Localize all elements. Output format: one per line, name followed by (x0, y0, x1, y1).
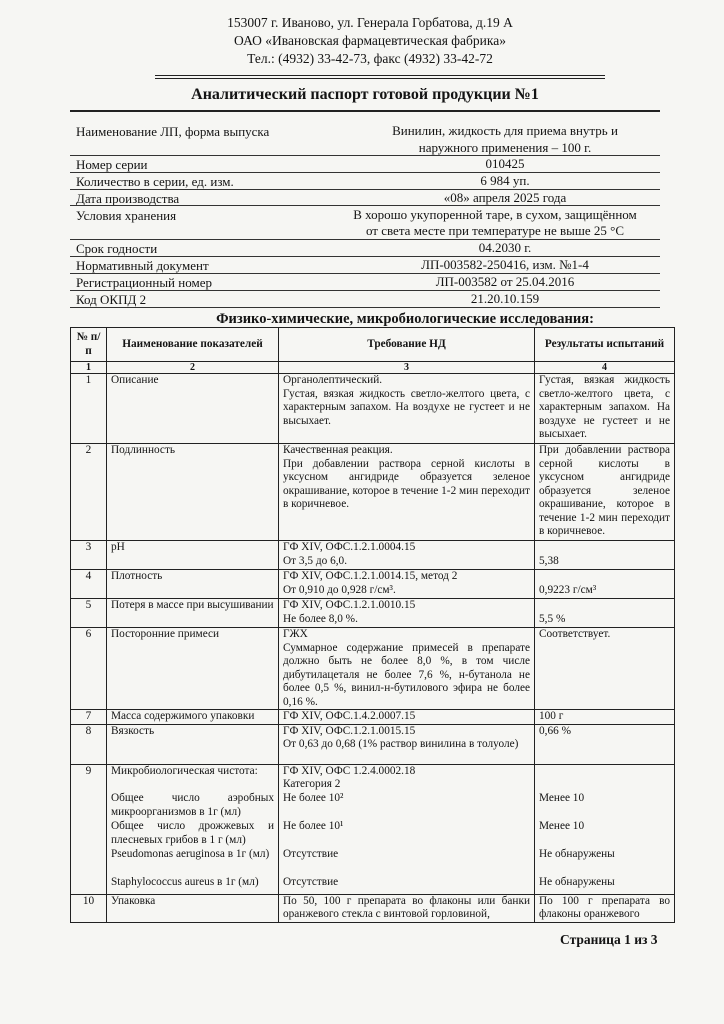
table-row (71, 599, 675, 628)
row-requirement: По 50, 100 г препарата во флаконы или банки оранжевого стекла с винтовой горловиной, (279, 894, 535, 922)
col-header-result: Результаты испытаний (535, 328, 675, 362)
registration-value: ЛП-003582 от 25.04.2016 (435, 274, 575, 289)
row-number: 5 (71, 599, 107, 628)
header-divider-2 (155, 78, 605, 79)
normative-doc-label: Нормативный документ (76, 258, 209, 273)
col-header-num: № п/п (71, 328, 107, 362)
table-row (71, 628, 675, 710)
row-requirement: ГФ XIV, ОФС.1.2.1.0014.15, метод 2 От 0,910 до 0,928 г/см³. (279, 570, 535, 599)
col-header-requirement: Требование НД (279, 328, 535, 362)
document-title: Аналитический паспорт готовой продукции №1 (191, 86, 539, 103)
row-name: Подлинность (107, 444, 279, 541)
micro-item-name: Pseudomonas aeruginosa в 1г (мл) (111, 848, 270, 860)
row-requirement: ГФ XIV, ОФС.1.2.1.0010.15 Не более 8,0 %. (279, 599, 535, 628)
column-number: 3 (279, 362, 535, 374)
info-divider (70, 307, 660, 308)
header-divider (155, 75, 605, 76)
row-requirement: ГЖХ Суммарное содержание примесей в препарате должно быть не более 8,0 %, в том числе дибутилацеталя не более 7,6 %, н-бутанола не более 0,5 %, винил-н-бутилового эфира не более 0,16 %. (279, 628, 535, 710)
row-result: 5,5 % (535, 599, 675, 628)
shelf-life-value: 04.2030 г. (478, 240, 532, 255)
row-result: 0,9223 г/см³ (535, 570, 675, 599)
storage-value-1: В хорошо укупоренной таре, в сухом, защищённом (353, 207, 637, 222)
row-requirement: Качественная реакция. При добавлении раствора серной кислоты в уксусном ангидриде образуется зеленое окрашивание, которое в течение 1-2 мин переходит в коричневое. (279, 444, 535, 541)
table-row (71, 724, 675, 764)
title-divider (70, 110, 660, 112)
quantity-label: Количество в серии, ед. изм. (76, 174, 234, 189)
micro-item-name: Staphylococcus aureus в 1г (мл) (111, 876, 259, 888)
micro-item-requirement: Отсутствие (283, 875, 339, 888)
shelf-life-label: Срок годности (76, 241, 158, 256)
row-result: 0,66 % (535, 724, 675, 764)
micro-req-head: ГФ XIV, ОФС 1.2.4.0002.18 Категория 2 (283, 764, 416, 790)
production-date-value: «08» апреля 2025 года (443, 190, 567, 205)
column-number: 2 (107, 362, 279, 374)
micro-results (535, 764, 675, 894)
column-number: 4 (535, 362, 675, 374)
micro-item-requirement: Отсутствие (283, 847, 339, 860)
okpd-label: Код ОКПД 2 (76, 292, 147, 307)
column-number-row (71, 362, 675, 374)
row-name: Плотность (107, 570, 279, 599)
row-requirement: ГФ XIV, ОФС.1.4.2.0007.15 (279, 710, 535, 725)
col-header-name: Наименование показателей (107, 328, 279, 362)
row-number: 8 (71, 724, 107, 764)
company-address: 153007 г. Иваново, ул. Генерала Горбатова, д.19 А (227, 15, 513, 30)
row-number: 3 (71, 541, 107, 570)
micro-item-result: Менее 10 (539, 819, 585, 832)
row-result: Соответствует. (535, 628, 675, 710)
row-number: 9 (71, 764, 107, 894)
row-number: 6 (71, 628, 107, 710)
table-row-micro (71, 764, 675, 894)
micro-item-requirement: Не более 10¹ (283, 819, 344, 832)
registration-label: Регистрационный номер (76, 275, 212, 290)
row-number: 4 (71, 570, 107, 599)
storage-value-2: от света месте при температуре не выше 25 °С (365, 223, 625, 238)
row-result: 100 г (535, 710, 675, 725)
table-row (71, 374, 675, 444)
micro-item-result: Не обнаружены (539, 875, 615, 888)
row-result: Густая, вязкая жидкость светло-желтого цвета, с характерным запахом. На воздухе не густеет и не высыхает. (535, 374, 675, 444)
micro-item-result: Менее 10 (539, 791, 585, 804)
row-requirement: ГФ XIV, ОФС.1.2.1.0015.15 От 0,63 до 0,68 (1% раствор винилина в толуоле) (279, 724, 535, 764)
product-name-value-2: наружного применения – 100 г. (418, 140, 592, 155)
micro-title: Микробиологическая чистота: (111, 764, 258, 777)
table-row-packaging (71, 894, 675, 922)
table-row (71, 541, 675, 570)
results-table (70, 327, 675, 923)
micro-item-requirement: Не более 10² (283, 791, 344, 804)
row-name: Упаковка (107, 894, 279, 922)
quantity-value: 6 984 уп. (480, 173, 530, 188)
row-result: 5,38 (535, 541, 675, 570)
table-header-row (71, 328, 675, 362)
table-row (71, 570, 675, 599)
row-number: 1 (71, 374, 107, 444)
row-number: 10 (71, 894, 107, 922)
row-result: По 100 г препарата во флаконы оранжевого (535, 894, 675, 922)
micro-item-name: Общее число дрожжевых и плесневых грибов в 1 г (мл) (111, 820, 274, 846)
row-name: Описание (107, 374, 279, 444)
micro-item-name: Общее число аэробных микроорганизмов в 1г (мл) (111, 792, 274, 818)
row-name: pH (107, 541, 279, 570)
row-number: 7 (71, 710, 107, 725)
row-name: Масса содержимого упаковки (107, 710, 279, 725)
micro-item-result: Не обнаружены (539, 847, 615, 860)
row-requirement: ГФ XIV, ОФС.1.2.1.0004.15 От 3,5 до 6,0. (279, 541, 535, 570)
company-phone: Тел.: (4932) 33-42-73, факс (4932) 33-42-72 (247, 51, 493, 66)
row-name: Вязкость (107, 724, 279, 764)
row-number: 2 (71, 444, 107, 541)
normative-doc-value: ЛП-003582-250416, изм. №1-4 (421, 257, 589, 272)
product-name-value-1: Винилин, жидкость для приема внутрь и (392, 123, 618, 138)
company-name: ОАО «Ивановская фармацевтическая фабрика» (234, 33, 506, 48)
micro-names (107, 764, 279, 894)
row-result: При добавлении раствора серной кислоты в уксусном ангидриде образуется зеленое окрашивание, которое в течение 1-2 мин переходит в коричневое. (535, 444, 675, 541)
storage-label: Условия хранения (76, 208, 177, 223)
page-number: Страница 1 из 3 (560, 932, 658, 947)
product-name-label: Наименование ЛП, форма выпуска (76, 124, 270, 139)
column-number: 1 (71, 362, 107, 374)
section-title: Физико-химические, микробиологические исследования: (216, 311, 594, 327)
micro-requirements (279, 764, 535, 894)
series-label: Номер серии (76, 157, 148, 172)
row-name: Потеря в массе при высушивании (107, 599, 279, 628)
row-name: Посторонние примеси (107, 628, 279, 710)
okpd-value: 21.20.10.159 (470, 291, 540, 306)
table-row (71, 444, 675, 541)
table-row (71, 710, 675, 725)
production-date-label: Дата производства (76, 191, 180, 206)
row-requirement: Органолептический. Густая, вязкая жидкость светло-желтого цвета, с характерным запахом. На воздухе не густеет и не высыхает. (279, 374, 535, 444)
series-value: 010425 (485, 156, 525, 171)
